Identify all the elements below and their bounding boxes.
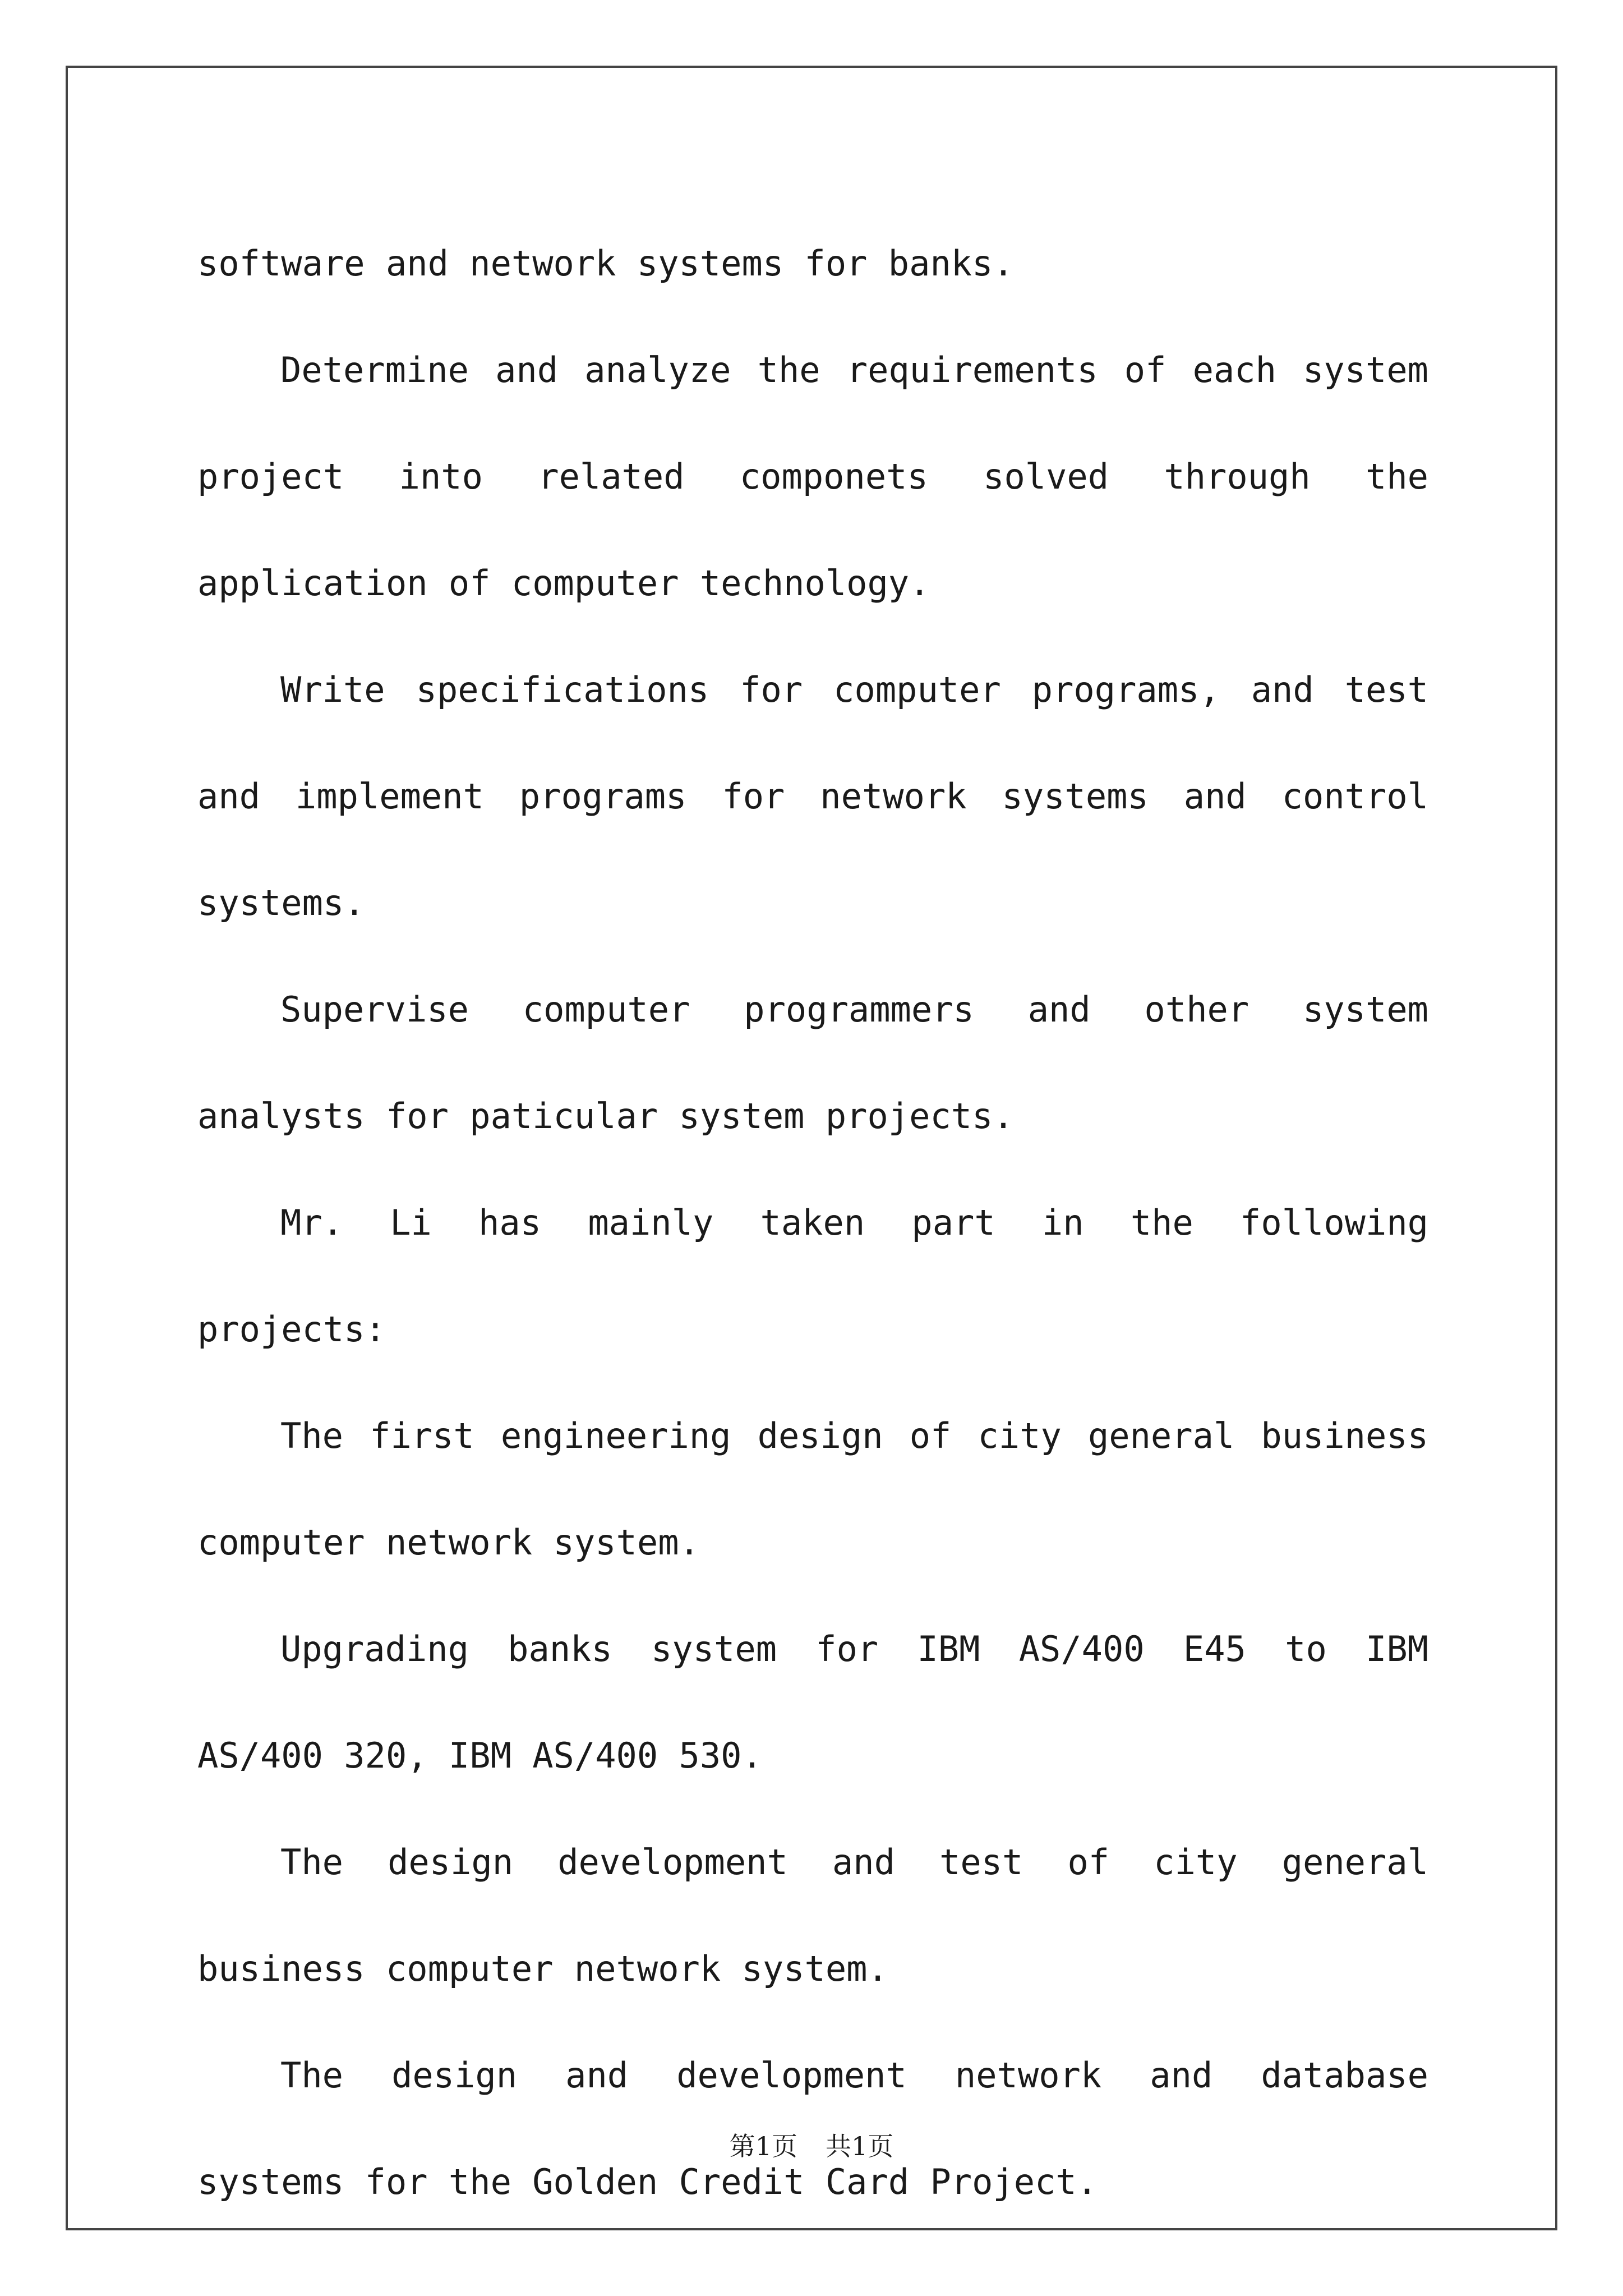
paragraph-5: Mr. Li has mainly taken part in the following projects:	[197, 1202, 1428, 1350]
document-body	[197, 210, 1428, 2235]
paragraph-4: Supervise computer programmers and other system analysts for paticular system projects.	[197, 989, 1428, 1137]
paragraph-7: Upgrading banks system for IBM AS/400 E45 to IBM AS/400 320, IBM AS/400 530.	[197, 1628, 1428, 1776]
page-number-total: 共1页	[826, 2131, 894, 2161]
paragraph-6: The first engineering design of city general business computer network system.	[197, 1415, 1428, 1563]
paragraph-8: The design development and test of city general business computer network system.	[197, 1842, 1428, 1989]
paragraph-9: The design and development network and database systems for the Golden Credit Card Project.	[197, 2055, 1428, 2202]
paragraph-3: Write specifications for computer programs, and test and implement programs for network systems and control systems.	[197, 669, 1428, 923]
page-number-current: 第1页	[729, 2131, 797, 2161]
page-footer	[0, 2126, 1623, 2163]
paragraph-2: Determine and analyze the requirements of each system project into related componets solved through the application of computer technology.	[197, 349, 1428, 604]
paragraph-1: software and network systems for banks.	[197, 243, 1014, 284]
